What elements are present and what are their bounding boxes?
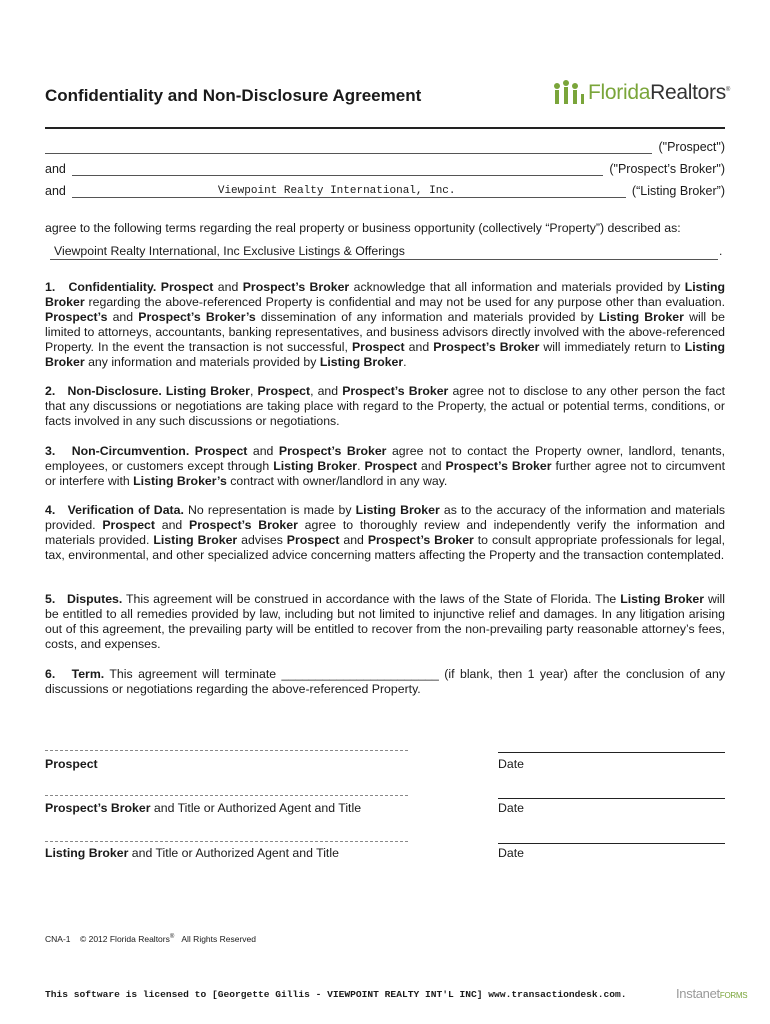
- property-period: .: [719, 244, 723, 258]
- prospect-line: ("Prospect"): [45, 138, 725, 154]
- section-5: 5. Disputes. This agreement will be construed in accordance with the laws of the State of Florida. The Listing Broker will be entitled to all remedies provided by law, including but not limited to injunctive relief and damages. In any litigation arising out of this agreement, the prevailing party will be entitled to recover from the non-prevailing party reasonable attorney’s fees, costs, and expenses.: [45, 592, 726, 651]
- logo-wordmark: FloridaRealtors®: [588, 81, 731, 104]
- listing-broker-line: and Viewpoint Realty International, Inc. (“Listing Broker”): [45, 184, 725, 198]
- section-4: 4. Verification of Data. No representation is made by Listing Broker as to the accuracy of the information and materials provided. Prospect and Prospect’s Broker agree to thoroughly review and independently verify the information and materials provided. Listing Broker advises Prospect and Prospect’s Broker to consult appropriate professionals for legal, tax, environmental, and other specialized advice concerning matters affecting the Property and the transaction contemplated.: [45, 503, 726, 562]
- prospects-broker-line: and ("Prospect’s Broker"): [45, 162, 725, 176]
- florida-realtors-logo: [552, 76, 732, 110]
- prospects-broker-date-line[interactable]: [498, 798, 725, 799]
- listing-broker-signature-line[interactable]: [45, 841, 408, 842]
- title-rule: [45, 127, 725, 129]
- listing-broker-value: Viewpoint Realty International, Inc.: [217, 185, 456, 197]
- realtors-people-icon: [552, 78, 588, 108]
- prospects-broker-field[interactable]: [72, 163, 604, 176]
- prospect-signature-label: Prospect: [45, 757, 98, 771]
- prospect-date-line[interactable]: [498, 752, 725, 753]
- listing-broker-date-line[interactable]: [498, 843, 725, 844]
- section-2: 2. Non-Disclosure. Listing Broker, Prospect, and Prospect’s Broker agree not to disclose to any other person the fact that any discussions or negotiations are taking place with regard to the Property, the actual or potential terms, conditions, or facts involved in any such discussions or negotiations.: [45, 384, 726, 428]
- prospect-field[interactable]: [45, 141, 652, 154]
- section-3: 3. Non-Circumvention. Prospect and Prospect’s Broker agree not to contact the Property owner, landlord, tenants, employees, or customers except through Listing Broker. Prospect and Prospect’s Broker further agree not to circumvent or interfere with Listing Broker’s contract with owner/landlord in any way.: [45, 444, 726, 488]
- listing-broker-date-label: Date: [498, 846, 524, 860]
- prospect-date-label: Date: [498, 757, 524, 771]
- license-notice: This software is licensed to [Georgette Gillis - VIEWPOINT REALTY INT'L INC] www.transactiondesk.com.: [45, 989, 627, 1000]
- form-footer: CNA-1 © 2012 Florida Realtors® All Rights Reserved: [45, 934, 257, 944]
- listing-broker-field[interactable]: [72, 185, 626, 198]
- prospects-broker-signature-line[interactable]: [45, 795, 408, 796]
- section-6: 6. Term. This agreement will terminate _______________________ (if blank, then 1 year) after the conclusion of any discussions or negotiations regarding the above-referenced Property.: [45, 667, 726, 696]
- instanet-forms-logo: InstanetFORMS: [676, 986, 748, 1001]
- section-1: 1. Confidentiality. Prospect and Prospect’s Broker acknowledge that all information and materials provided by Listing Broker regarding the above-referenced Property is confidential and may not be used for any purpose other than evaluation. Prospect’s and Prospect’s Broker’s dissemination of any information and materials provided by Listing Broker will be limited to attorneys, accountants, banking representatives, and business advisors directly involved with the above-referenced Property. In the event the transaction is not successful, Prospect and Prospect’s Broker will immediately return to Listing Broker any information and materials provided by Listing Broker.: [45, 280, 726, 369]
- property-field[interactable]: Viewpoint Realty International, Inc Exclusive Listings & Offerings: [50, 244, 718, 260]
- prospects-broker-signature-label: Prospect’s Broker and Title or Authorized Agent and Title: [45, 801, 362, 815]
- page-title: Confidentiality and Non-Disclosure Agreement: [45, 86, 422, 105]
- intro-text: agree to the following terms regarding the real property or business opportunity (collectively “Property”) described as:: [45, 221, 681, 235]
- listing-broker-signature-label: Listing Broker and Title or Authorized Agent and Title: [45, 846, 339, 860]
- prospect-signature-line[interactable]: [45, 750, 408, 751]
- prospects-broker-date-label: Date: [498, 801, 524, 815]
